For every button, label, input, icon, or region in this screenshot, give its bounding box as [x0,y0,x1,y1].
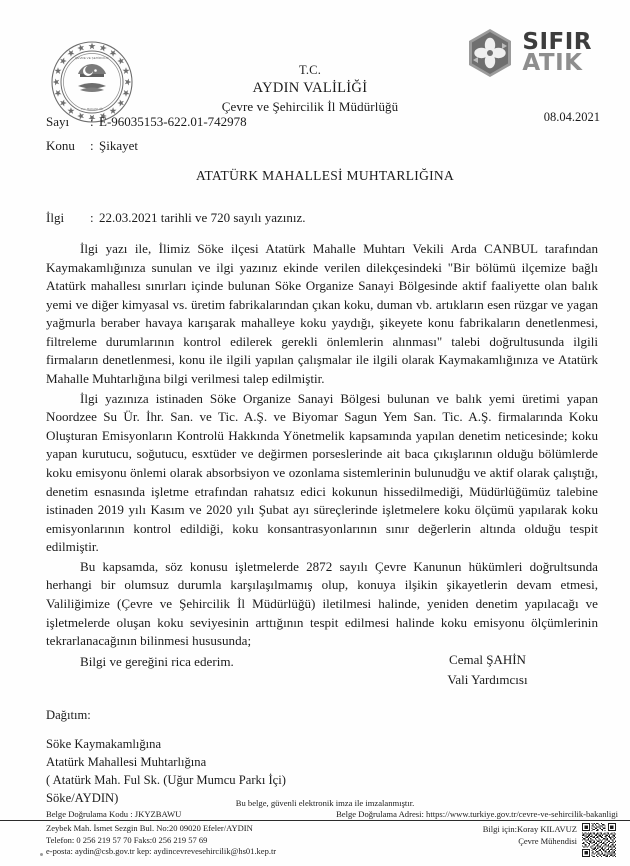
office-address-block [46,823,276,858]
document-date: 08.04.2021 [543,110,600,124]
meta-label-konu: Konu [46,138,75,154]
contact-person: Bilgi için:Koray KILAVUZ [482,824,577,834]
signature-block [380,650,595,689]
zero-waste-logo [463,26,592,80]
zero-waste-leaf-icon [463,26,517,80]
distribution-item: Atatürk Mahallesi Muhtarlığına [46,754,207,769]
meta-value-konu: Şikayet [99,138,138,154]
reference-colon: : [90,210,94,225]
reference-label: İlgi [46,210,65,225]
document-header [0,0,630,154]
meta-label-sayi: Sayı [46,114,70,129]
zero-waste-wordmark [522,28,592,76]
signatory-title: Vali Yardımcısı [447,671,528,687]
footer-bottom [0,821,630,858]
org-governorship: AYDIN VALİLİĞİ [252,79,368,96]
document-footer [0,798,630,858]
document-body [46,168,598,671]
meta-value-sayi: E-96035153-622.01-742978 [99,114,247,129]
contact-block [483,823,616,858]
distribution-block [46,707,286,807]
signatory-name: Cemal ŞAHİN [449,652,526,667]
qr-code-icon[interactable] [582,823,616,857]
contact-role: Çevre Mühendisi [518,835,577,846]
addressee-line: ATATÜRK MAHALLESİ MUHTARLIĞINA [195,168,455,183]
esignature-note: Bu belge, güvenli elektronik imza ile imzalanmıştır. [235,798,415,808]
page-artifact-dot [40,853,43,856]
distribution-item: ( Atatürk Mah. Ful Sk. (Uğur Mumcu Parkı İçi) [46,772,286,787]
svg-text:ÇEVRE VE ŞEHİRCİLİK: ÇEVRE VE ŞEHİRCİLİK [75,56,109,60]
distribution-item: Söke/AYDIN) [46,790,119,805]
contact-text [483,823,577,847]
closing-paragraph: Bilgi ve gereğini rica ederim. [80,653,234,669]
meta-colon-konu: : [90,138,94,154]
organization-title-block [150,62,470,115]
body-paragraph-1: İlgi yazı ile, İlimiz Söke ilçesi Atatürk Mahalle Muhtarı Vekili Arda CANBUL tarafından Kaymakamlığınıza sunulan ve ilgi yazınız ekinde verilen dilekçesindeki "Bir bölümü ilçemize bağlı Atatürk mahallesı sınırları içinde bulunan Söke Organize Sanayi Bölgesinde aktif faaliyette olan balık yemi ve diğer kimyasal vs. üretim fabrikalarından çıkan koku, duman vb. artıkların esen rüzgar ve yagan yağmurla beraber havaya karışarak mahalleye koku yaydığı, şikeyete konu fabrikaların denetlenmesi, filtreleme durumlarının kontrol edilerek gerekli önlemlerin alınması" talebi doğrultusunda ilgili firmaların denetlenmesi, konu ile ilgili yapılan çalışmalar ile ilgili olarak Kaymakamlığınıza ve Atatürk Mahalle Muhtarlığına bilgi verilmesi talep edilmiştir. [46,241,598,387]
email-line: e-posta: aydin@csb.gov.tr kep: aydincevrevesehircilik@hs01.kep.tr [46,846,277,857]
distribution-title: Dağıtım: [46,708,91,722]
reference-row [46,210,598,226]
org-directorate: Çevre ve Şehircilik İl Müdürlüğü [221,98,399,114]
verification-row [0,809,630,821]
reference-value: 22.03.2021 tarihli ve 720 sayılı yazınız. [99,210,306,225]
address-line: Zeybek Mah. İsmet Sezgin Bul. No:20 09020 Efeler/AYDIN [46,823,253,833]
meta-colon-sayi: : [90,114,94,129]
verification-address[interactable]: Belge Doğrulama Adresi: https://www.turkiye.gov.tr/cevre-ve-sehircilik-bakanligi [336,809,618,819]
body-paragraph-3: Bu kapsamda, söz konusu işletmelerde 2872 sayılı Çevre Kanunun hükümleri doğrultsunda herhangi bir olumsuz durumla karşılaşılmamış olup, konuya ilşikin şikayetlerin devam etmesi, Valiliğimize (Çevre ve Şehircilik İl Müdürlüğü) iletilmesi halinde, yeniden denetim yapılacağı ve işletmelerde oluşan koku seviyesinin arttığının tespit edilmesi halinde koku emisyonu ölçümlerinin tekrarlanacağının bilinmesi hususunda; [46,558,598,649]
org-tc: T.C. [298,63,322,77]
zero-waste-line1: SIFIR [522,28,592,55]
verification-code: Belge Doğrulama Kodu : JKYZBAWU [46,809,182,819]
body-paragraph-2: İlgi yazınıza istinaden Söke Organize Sanayi Bölgesi bulunan ve balık yemi üretimi yapan Noordzee Su Ür. İhr. San. ve Tic. A.Ş. ve Biyomar Sagun Yem San. Tic. A.Ş. firmalarında Koku Oluşturan Emisyonların Kontrolü Hakkında Yönetmelik kapsamında yapılan denetim neticesinde; koku yapan kurutucu, soğutucu, esxtüder ve değirmen porseslerinde ait baca çıkışlarının olduğu bölümlerde koku emisyonu önlemi olarak absorbsiyon ve ozonlama sistemlerinin bulunudğu ve aktif olarak çalıştığı, denetim esnasında işletme etrafından rahatsız edici kokunun hissedilmediği, Müdürlüğümüz talebine istinaden 2019 yılı Kasım ve 2020 yılı Şubat ayı süreçlerinde işletmelere koku ölçümü yapılarak koku emisyonlarının kontrol edildiği, koku konsantrasyonlarının sınır değerlerin altında olduğu tespit edilmiştir. [46,390,598,555]
phone-line: Telefon: 0 256 219 57 70 Faks:0 256 219 57 69 [46,834,208,845]
meta-row-konu [46,134,247,158]
distribution-list [46,736,286,808]
document-meta [46,110,247,158]
meta-row-sayi [46,110,247,134]
svg-text:T.C. BAKANLIĞI: T.C. BAKANLIĞI [80,107,104,111]
distribution-item: Söke Kaymakamlığına [46,736,162,751]
zero-waste-line2: ATIK [522,50,583,76]
